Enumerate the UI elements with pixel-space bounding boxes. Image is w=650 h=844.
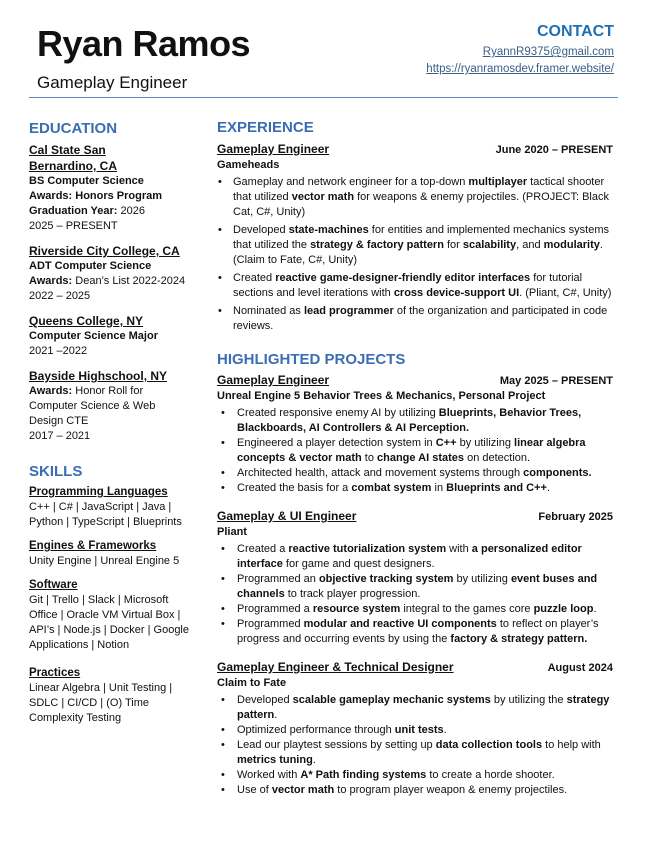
bullet-item: • Use of vector math to program player weapon & enemy projectiles. <box>221 783 613 798</box>
awards: Awards: Dean’s List 2022-2024 <box>29 275 186 287</box>
skill-group-items: Linear Algebra | Unit Testing | SDLC | CI/CD | (O) Time Complexity Testing <box>29 682 173 724</box>
project-date: August 2024 <box>547 662 613 674</box>
skill-group-title: Practices <box>29 667 81 679</box>
resume-role: Gameplay Engineer <box>37 73 188 92</box>
education-entry <box>29 142 201 234</box>
bullet-list <box>217 542 613 647</box>
school-name: Riverside City College, CA <box>29 244 180 258</box>
skill-group <box>29 485 201 530</box>
edu-dates: 2017 – 2021 <box>29 430 91 442</box>
project-title: Gameplay Engineer & Technical Designer <box>217 660 454 674</box>
school-name: Cal State San Bernardino, CA <box>29 143 118 173</box>
website-link[interactable]: https://ryanramosdev.framer.website/ <box>426 63 614 75</box>
project-entry <box>217 660 613 798</box>
skill-group-title: Software <box>29 579 78 591</box>
bullet-item: • Created reactive game-designer-friendly editor interfaces for tutorial sections and level iterations with cross device-support UI. (Pliant, C#, Unity) <box>217 271 613 301</box>
degree: Computer Science Major <box>29 330 158 342</box>
edu-dates: 2022 – 2025 <box>29 290 91 302</box>
skill-group-items: Unity Engine | Unreal Engine 5 <box>29 555 180 567</box>
job-title: Gameplay Engineer <box>217 142 330 156</box>
awards: Awards: Honor Roll for Computer Science & Web Design CTE <box>29 385 156 427</box>
skill-group <box>29 666 201 726</box>
bullet-item: • Programmed modular and reactive UI components to reflect on player’s progress and occurring events by using the factory & strategy pattern. <box>221 617 613 647</box>
bullet-item: • Nominated as lead programmer of the organization and participated in code reviews. <box>217 304 613 334</box>
degree: ADT Computer Science <box>29 260 152 272</box>
education-entry <box>29 313 201 359</box>
bullet-item: • Developed state-machines for entities and implemented mechanics systems that utilized the strategy & factory pattern for scalability, and modularity. (Claim to Fate, C#, Unity) <box>217 223 613 268</box>
bullet-item: • Created responsive enemy AI by utilizing Blueprints, Behavior Trees, Blackboards, AI Controllers & AI Perception. <box>221 406 613 436</box>
skill-group-items: Git | Trello | Slack | Microsoft Office | Oracle VM Virtual Box | API’s | Node.js | Docker | Google Applications | Notion <box>29 594 189 651</box>
bullet-item: • Engineered a player detection system in C++ by utilizing linear algebra concepts & vector math to change AI states on detection. <box>221 436 613 466</box>
skill-group <box>29 539 201 569</box>
education-heading: EDUCATION <box>29 120 118 137</box>
job-date: June 2020 – PRESENT <box>495 144 613 156</box>
project-entry <box>217 373 613 496</box>
skill-group-title: Programming Languages <box>29 486 168 498</box>
awards: Awards: Honors Program <box>29 190 163 202</box>
bullet-list <box>217 406 613 496</box>
degree: BS Computer Science <box>29 175 144 187</box>
edu-dates: 2021 –2022 <box>29 345 88 357</box>
skill-group-title: Engines & Frameworks <box>29 540 157 552</box>
projects-heading: HIGHLIGHTED PROJECTS <box>217 351 406 368</box>
graduation-year: Graduation Year: 2026 <box>29 205 145 217</box>
experience-entry <box>217 142 613 334</box>
project-date: May 2025 – PRESENT <box>499 375 613 387</box>
left-column <box>29 120 201 726</box>
bullet-list <box>217 693 613 798</box>
bullet-item: • Lead our playtest sessions by setting up data collection tools to help with metrics tuning. <box>221 738 613 768</box>
bullet-item: • Optimized performance through unit tests. <box>221 723 613 738</box>
bullet-item: • Programmed an objective tracking system by utilizing event buses and channels to track player progression. <box>221 572 613 602</box>
skill-group <box>29 578 201 653</box>
email-link[interactable]: RyannR9375@gmail.com <box>482 46 614 58</box>
project-date: February 2025 <box>538 511 613 523</box>
contact-heading: CONTACT <box>536 23 614 40</box>
resume-name: Ryan Ramos <box>37 23 251 64</box>
education-entry <box>29 368 201 444</box>
bullet-item: • Created a reactive tutorialization system with a personalized editor interface for game and quest designers. <box>221 542 613 572</box>
project-org: Claim to Fate <box>217 677 287 689</box>
bullet-item: • Gameplay and network engineer for a top-down multiplayer tactical shooter that utilized vector math for weapons & enemy projectiles. (PROJECT: Black Cat, C#, Unity) <box>217 175 613 220</box>
bullet-item: • Programmed a resource system integral to the games core puzzle loop. <box>221 602 613 617</box>
project-title: Gameplay & UI Engineer <box>217 509 357 523</box>
bullet-item: • Architected health, attack and movement systems through components. <box>221 466 613 481</box>
bullet-list <box>217 175 613 334</box>
bullet-item: • Worked with A* Path finding systems to create a horde shooter. <box>221 768 613 783</box>
skill-group-items: C++ | C# | JavaScript | Java | Python | TypeScript | Blueprints <box>29 501 182 528</box>
project-entry <box>217 509 613 647</box>
school-name: Bayside Highschool, NY <box>29 369 168 383</box>
project-title: Gameplay Engineer <box>217 373 330 387</box>
bullet-item: • Created the basis for a combat system in Blueprints and C++. <box>221 481 613 496</box>
bullet-item: • Developed scalable gameplay mechanic systems by utilizing the strategy pattern. <box>221 693 613 723</box>
header-divider <box>29 97 618 98</box>
education-entry <box>29 243 201 304</box>
experience-heading: EXPERIENCE <box>217 119 314 136</box>
project-org: Pliant <box>217 526 247 538</box>
edu-dates: 2025 – PRESENT <box>29 220 118 232</box>
project-org: Unreal Engine 5 Behavior Trees & Mechanics, Personal Project <box>217 390 546 402</box>
skills-heading: SKILLS <box>29 463 83 480</box>
school-name: Queens College, NY <box>29 314 144 328</box>
job-org: Gameheads <box>217 159 280 171</box>
right-column <box>217 119 613 798</box>
